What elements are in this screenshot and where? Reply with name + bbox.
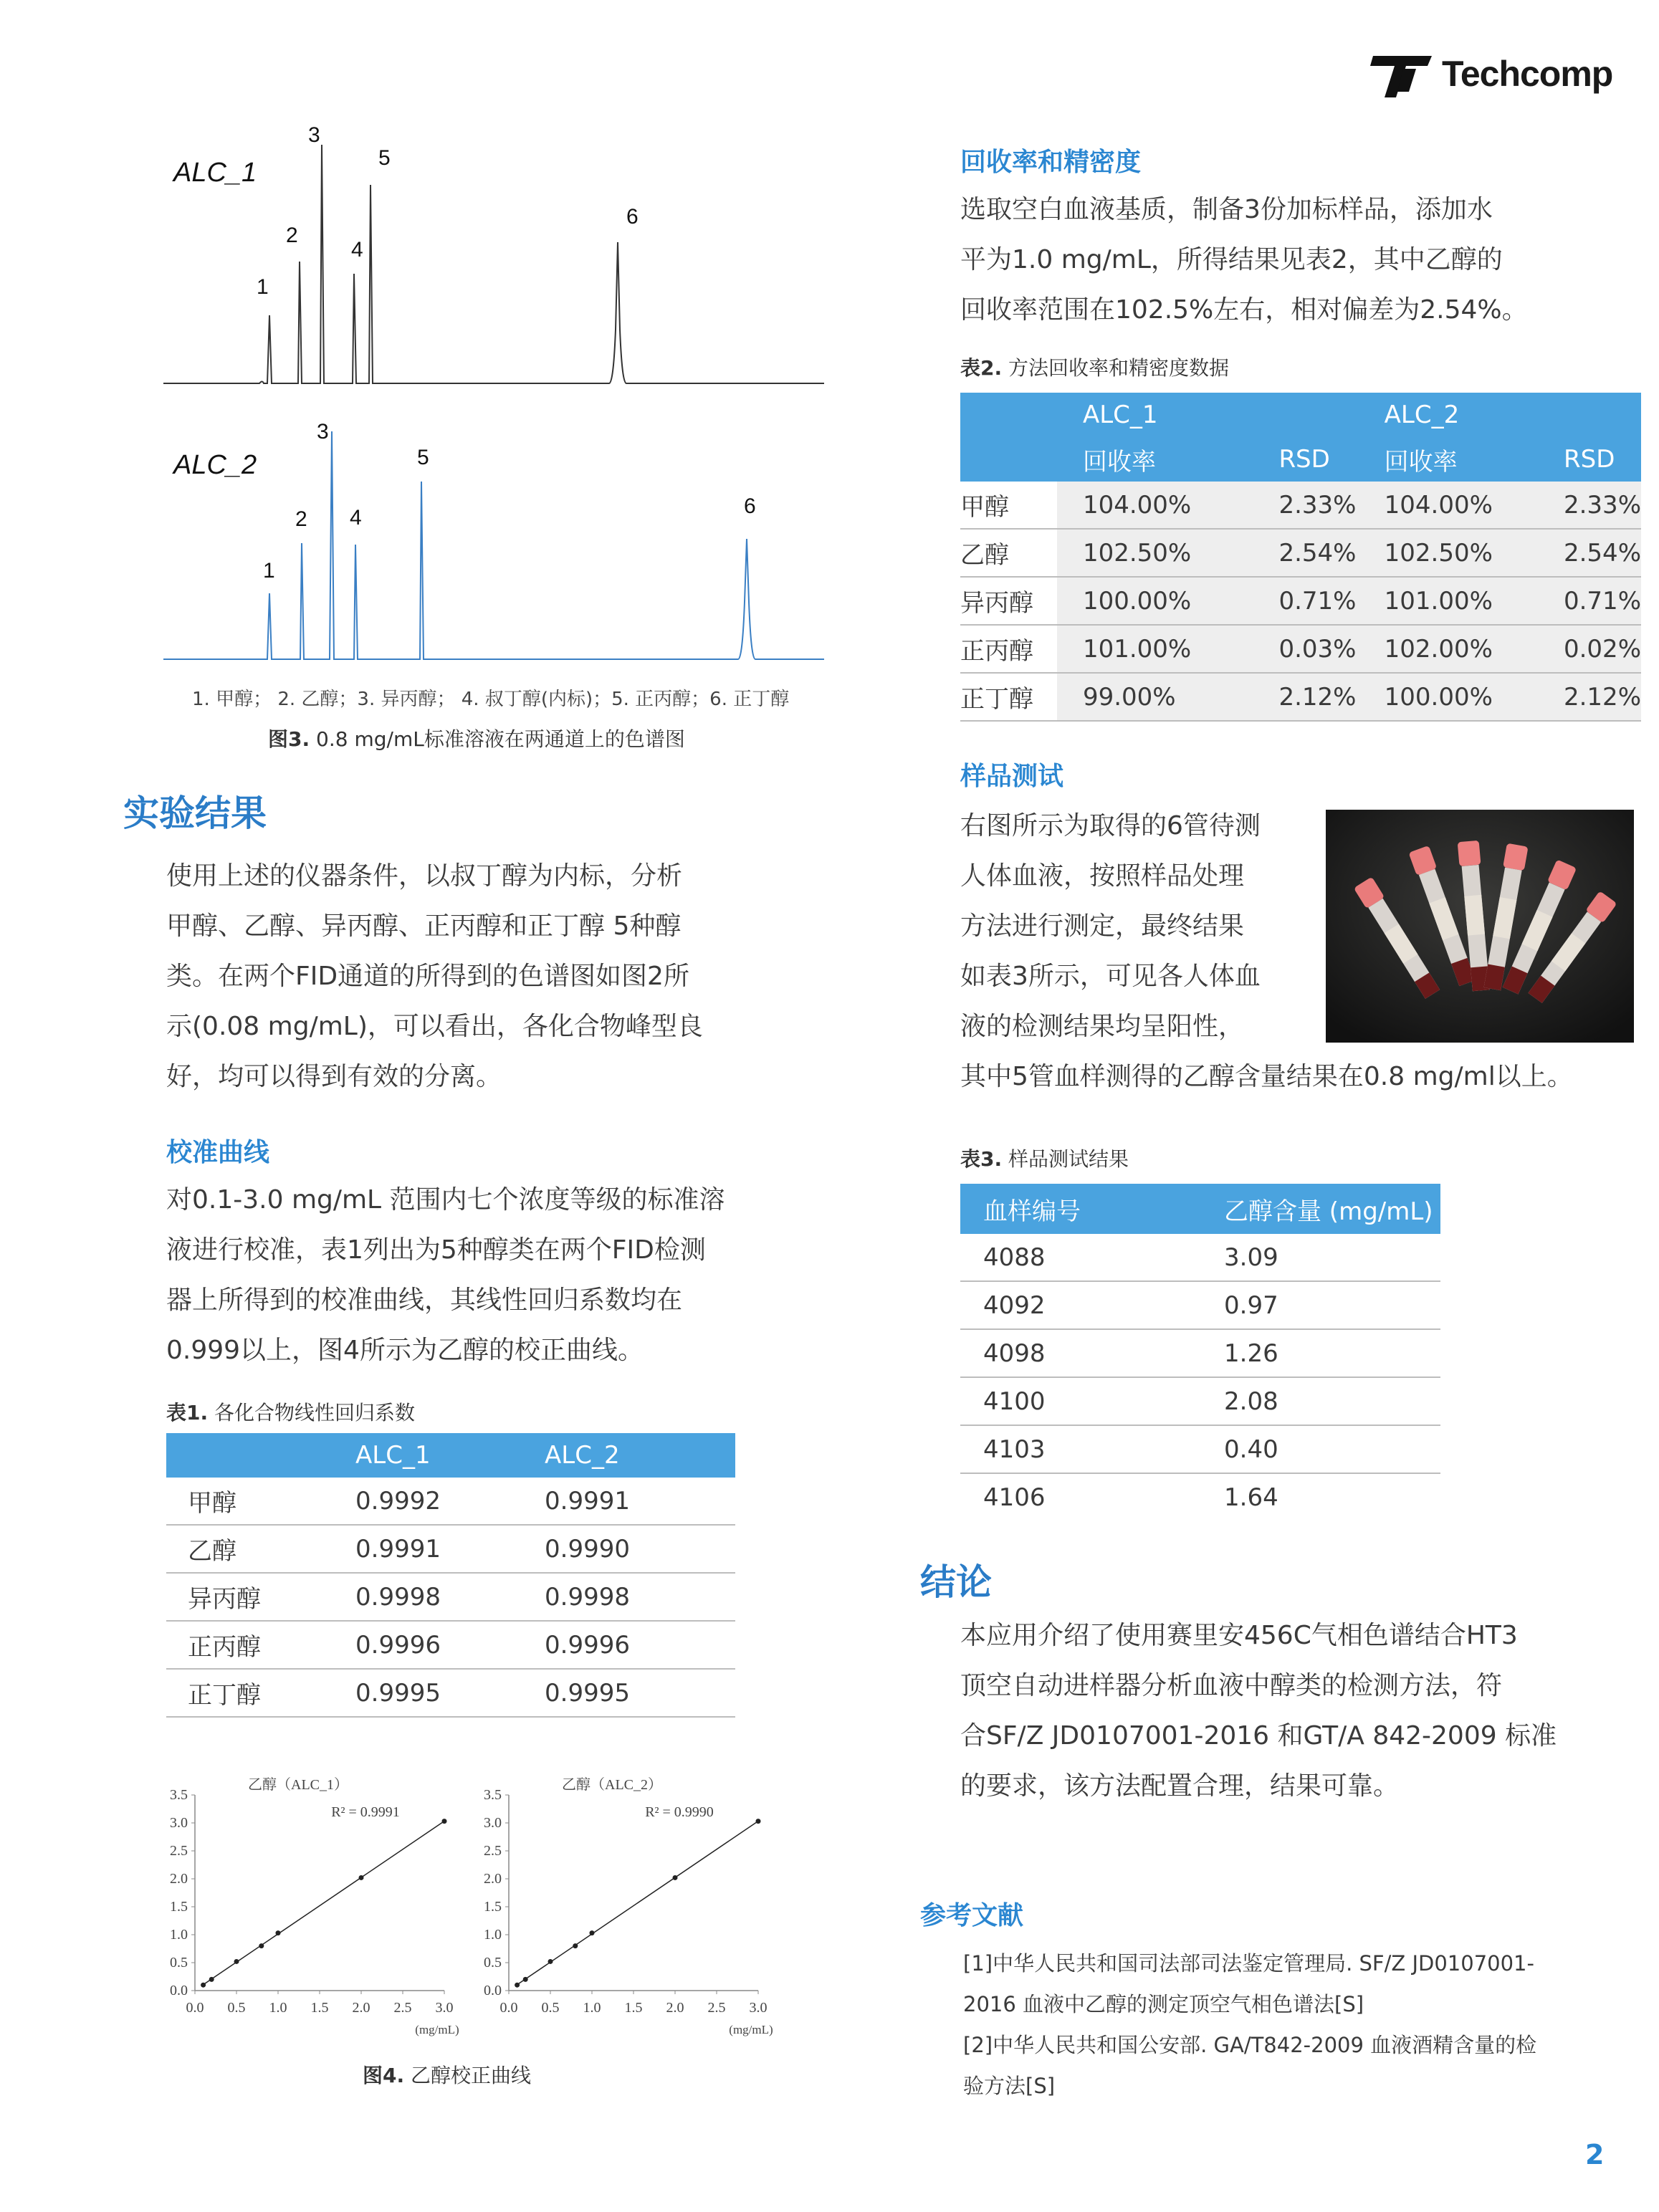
chart-title: 乙醇（ALC_2） bbox=[562, 1777, 662, 1793]
table1-caption: 表1. 各化合物线性回归系数 bbox=[166, 1401, 416, 1425]
results-paragraph: 使用上述的仪器条件，以叔丁醇为内标，分析 甲醇、乙醇、异丙醇、正丙醇和正丁醇 5种醇 类。在两个FID通道的所得到的色谱图如图2所 示(0.08 mg/mL)，可以看出，各化合物峰型良 好，均可以得到有效的分离。 bbox=[166, 861, 703, 1091]
table-row: 4106 1.64 bbox=[983, 1483, 1278, 1512]
references-heading: 参考文献 bbox=[920, 1901, 1024, 1930]
x-tick-label: 1.0 bbox=[269, 2000, 287, 2016]
x-tick-label: 2.0 bbox=[352, 2000, 370, 2016]
y-tick-label: 2.5 bbox=[484, 1843, 502, 1859]
table-row: 正丁醇 99.00% 2.12% 100.00% 2.12% bbox=[960, 673, 1641, 721]
x-tick-label: 0.0 bbox=[186, 2000, 204, 2016]
peak-label-3: 3 bbox=[317, 420, 329, 444]
brand-name: Techcomp bbox=[1442, 54, 1613, 94]
r-squared-annotation: R² = 0.9990 bbox=[645, 1804, 714, 1820]
x-unit-label: (mg/mL) bbox=[729, 2023, 773, 2036]
calibration-chart-alc1 bbox=[150, 1766, 466, 2046]
chromatogram-figure bbox=[158, 115, 831, 674]
x-tick-label: 0.5 bbox=[227, 2000, 246, 2016]
channel-label-alc2: ALC_2 bbox=[173, 450, 257, 480]
table-header-row bbox=[960, 1184, 1440, 1234]
x-tick-label: 1.5 bbox=[310, 2000, 329, 2016]
table-header-row bbox=[960, 393, 1641, 437]
table-header-row: 回收率 RSD 回收率 RSD bbox=[960, 437, 1641, 482]
table-row: 异丙醇 0.9998 0.9998 bbox=[166, 1573, 735, 1621]
table-row: 4092 0.97 bbox=[960, 1281, 1440, 1329]
data-point bbox=[573, 1943, 578, 1948]
y-tick-label: 3.5 bbox=[170, 1787, 188, 1803]
peak-label-2: 2 bbox=[286, 224, 298, 247]
y-tick-label: 0.0 bbox=[484, 1983, 502, 1998]
x-tick-label: 3.0 bbox=[749, 2000, 768, 2016]
table-row: 甲醇 0.9992 0.9991 bbox=[166, 1478, 735, 1525]
table-row: 正丁醇 0.9995 0.9995 bbox=[166, 1669, 735, 1717]
data-point bbox=[234, 1959, 239, 1964]
fig4-caption: 图4. 乙醇校正曲线 bbox=[363, 2064, 532, 2087]
table1-header-alc2: ALC_2 bbox=[545, 1433, 735, 1478]
peak-label-4: 4 bbox=[351, 238, 363, 262]
x-tick-label: 0.5 bbox=[541, 2000, 560, 2016]
sample-heading: 样品测试 bbox=[960, 762, 1064, 791]
y-tick-label: 0.0 bbox=[170, 1983, 188, 1998]
data-point bbox=[523, 1977, 528, 1982]
x-tick-label: 1.0 bbox=[583, 2000, 601, 2016]
table3-caption: 表3. 样品测试结果 bbox=[960, 1147, 1129, 1171]
x-tick-label: 0.0 bbox=[499, 2000, 518, 2016]
y-tick-label: 2.5 bbox=[170, 1843, 188, 1859]
calibration-heading: 校准曲线 bbox=[166, 1138, 270, 1167]
x-tick-label: 2.5 bbox=[393, 2000, 412, 2016]
table2 bbox=[960, 393, 1641, 722]
calibration-paragraph: 对0.1-3.0 mg/mL 范围内七个浓度等级的标准溶 液进行校准，表1列出为5种醇类在两个FID检测 器上所得到的校准曲线，其线性回归系数均在 0.999以上，图4所示为乙醇的校正曲线。 bbox=[166, 1185, 725, 1365]
table3 bbox=[960, 1184, 1440, 1521]
y-tick-label: 1.0 bbox=[170, 1927, 188, 1943]
table1-header-alc1: ALC_1 bbox=[355, 1433, 545, 1478]
y-tick-label: 2.0 bbox=[170, 1871, 188, 1887]
table-row: 正丙醇 0.9996 0.9996 bbox=[166, 1621, 735, 1669]
chromatogram-trace-alc2 bbox=[163, 431, 824, 659]
table1 bbox=[166, 1433, 735, 1718]
data-point bbox=[276, 1930, 281, 1935]
peak-label-6: 6 bbox=[626, 205, 639, 229]
peak-label-5: 5 bbox=[417, 446, 429, 469]
peak-label-6: 6 bbox=[744, 494, 756, 518]
peak-label-4: 4 bbox=[350, 506, 362, 530]
x-tick-label: 3.0 bbox=[435, 2000, 454, 2016]
x-tick-label: 2.5 bbox=[707, 2000, 726, 2016]
peak-label-2: 2 bbox=[295, 507, 307, 531]
y-tick-label: 3.0 bbox=[170, 1815, 188, 1831]
data-point bbox=[359, 1875, 364, 1880]
table-row: 乙醇 0.9991 0.9990 bbox=[166, 1525, 735, 1573]
chromatogram-trace-alc1 bbox=[163, 145, 824, 383]
y-tick-label: 3.0 bbox=[484, 1815, 502, 1831]
conclusion-paragraph: 本应用介绍了使用赛里安456C气相色谱结合HT3 顶空自动进样器分析血液中醇类的检测方法，符 合SF/Z JD0107001-2016 和GT/A 842-2009 标准 的要求，该方法配置合理，结果可靠。 bbox=[960, 1621, 1557, 1801]
table2-caption: 表2. 方法回收率和精密度数据 bbox=[960, 356, 1230, 380]
table2-group-alc2: ALC_2 bbox=[1360, 393, 1539, 437]
peak-label-1: 1 bbox=[263, 559, 275, 583]
x-tick-label: 2.0 bbox=[666, 2000, 684, 2016]
table-row: 4103 0.40 bbox=[960, 1425, 1440, 1473]
y-tick-label: 3.5 bbox=[484, 1787, 502, 1803]
trendline bbox=[517, 1821, 758, 1985]
y-tick-label: 2.0 bbox=[484, 1871, 502, 1887]
peak-label-3: 3 bbox=[308, 123, 320, 147]
channel-label-alc1: ALC_1 bbox=[173, 158, 257, 188]
data-point bbox=[590, 1930, 595, 1935]
blood-tubes-photo bbox=[1326, 810, 1634, 1043]
conclusion-heading: 结论 bbox=[920, 1561, 992, 1603]
table-row: 乙醇 102.50% 2.54% 102.50% 2.54% bbox=[960, 529, 1641, 577]
brand-logo bbox=[1370, 50, 1632, 100]
fig3-legend: 1. 甲醇； 2. 乙醇；3. 异丙醇； 4. 叔丁醇(内标)；5. 正丙醇；6. 正丁醇 bbox=[192, 689, 790, 710]
table3-header-id: 血样编号 bbox=[960, 1184, 1224, 1234]
chart-title: 乙醇（ALC_1） bbox=[248, 1777, 348, 1793]
data-point bbox=[673, 1875, 678, 1880]
sample-paragraph: 右图所示为取得的6管待测 人体血液，按照样品处理 方法进行测定，最终结果 如表3所示，可见各人体血 液的检测结果均呈阳性， 其中5管血样测得的乙醇含量结果在0.8 mg/ml以上。 bbox=[960, 811, 1573, 1091]
table-row: 4098 1.26 bbox=[960, 1329, 1440, 1377]
table-row: 异丙醇 100.00% 0.71% 101.00% 0.71% bbox=[960, 577, 1641, 625]
page-number: 2 bbox=[1585, 2139, 1605, 2170]
recovery-heading: 回收率和精密度 bbox=[960, 148, 1142, 177]
data-point bbox=[209, 1977, 214, 1982]
table-row: 4100 2.08 bbox=[960, 1377, 1440, 1425]
table3-header-ethanol: 乙醇含量 (mg/mL) bbox=[1224, 1184, 1440, 1234]
techcomp-logo-icon bbox=[1370, 50, 1435, 100]
recovery-paragraph: 选取空白血液基质，制备3份加标样品，添加水 平为1.0 mg/mL，所得结果见表2，其中乙醇的 回收率范围在102.5%左右，相对偏差为2.54%。 bbox=[960, 195, 1528, 325]
references-list: [1]中华人民共和国司法部司法鉴定管理局. SF/Z JD0107001- 2016 血液中乙醇的测定顶空气相色谱法[S] [2]中华人民共和国公安部. GA/T842-2009 血液酒精含量的检 验方法[S] bbox=[963, 1951, 1537, 2098]
peak-label-5: 5 bbox=[378, 146, 391, 170]
y-tick-label: 1.0 bbox=[484, 1927, 502, 1943]
table2-group-alc1: ALC_1 bbox=[1057, 393, 1251, 437]
table-row: 甲醇 104.00% 2.33% 104.00% 2.33% bbox=[960, 482, 1641, 529]
y-tick-label: 1.5 bbox=[170, 1899, 188, 1915]
y-tick-label: 1.5 bbox=[484, 1899, 502, 1915]
y-tick-label: 0.5 bbox=[170, 1955, 188, 1971]
x-unit-label: (mg/mL) bbox=[415, 2023, 459, 2036]
results-heading: 实验结果 bbox=[123, 793, 267, 834]
data-point bbox=[442, 1819, 447, 1824]
data-point bbox=[515, 1983, 520, 1988]
r-squared-annotation: R² = 0.9991 bbox=[331, 1804, 400, 1820]
peak-label-1: 1 bbox=[257, 275, 269, 299]
table-header-row bbox=[166, 1433, 735, 1478]
calibration-chart-alc2 bbox=[464, 1766, 780, 2046]
x-tick-label: 1.5 bbox=[624, 2000, 643, 2016]
data-point bbox=[756, 1819, 761, 1824]
table-row: 正丙醇 101.00% 0.03% 102.00% 0.02% bbox=[960, 625, 1641, 673]
fig3-caption: 图3. 0.8 mg/mL标准溶液在两通道上的色谱图 bbox=[268, 727, 685, 751]
table-row: 4088 3.09 bbox=[960, 1234, 1440, 1281]
data-point bbox=[201, 1983, 206, 1988]
data-point bbox=[259, 1943, 264, 1948]
trendline bbox=[204, 1821, 444, 1985]
data-point bbox=[548, 1959, 553, 1964]
y-tick-label: 0.5 bbox=[484, 1955, 502, 1971]
